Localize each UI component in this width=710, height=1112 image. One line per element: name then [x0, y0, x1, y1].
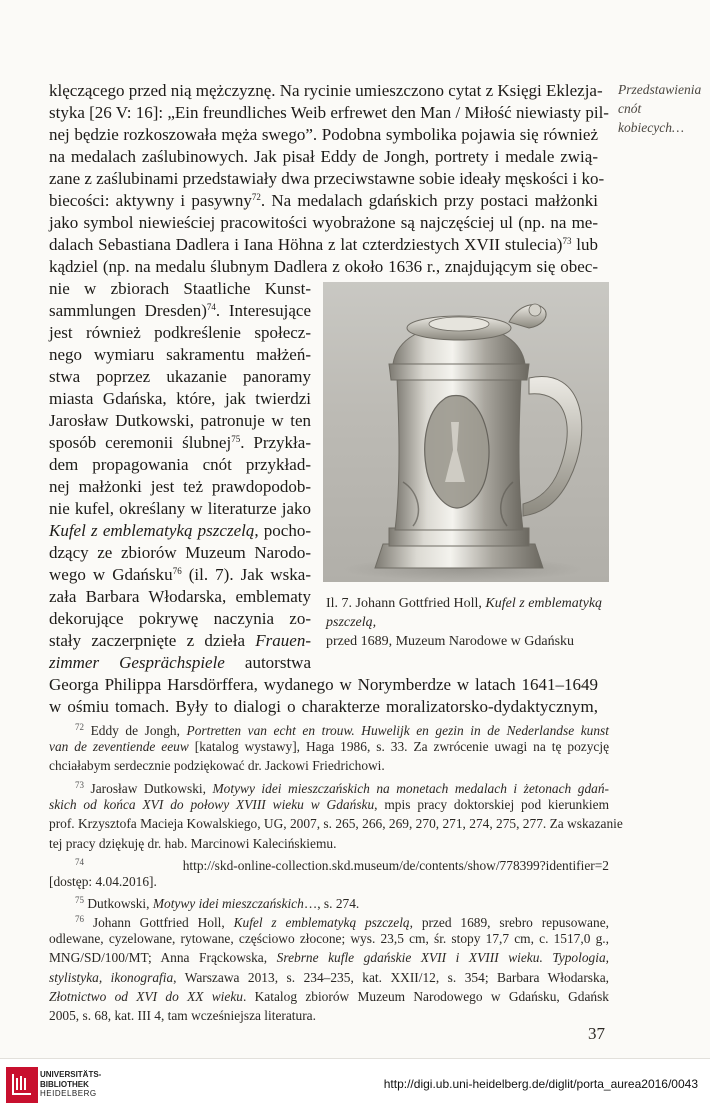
body-line [49, 190, 598, 212]
marginal-line: Przedstawienia [618, 82, 702, 97]
body-line [49, 234, 598, 256]
body-line: nej małżonki jest też prawdopodob- [49, 477, 311, 496]
text-span: biecości: aktywny i pasywny [49, 191, 252, 210]
body-line: zała Barbara Włodarska, emblematy [49, 587, 311, 606]
footnote-line [49, 718, 609, 737]
footnote-line: odlewane, cyzelowane, rytowane, częściowo złocone; wys. 23,5 cm, śr. stopy 17,7 cm, c. 1517,0 g., [49, 931, 609, 947]
footnote-line [49, 776, 609, 795]
italic-title: Kufel z emblematyką pszczelą [49, 521, 255, 540]
footnote-line: prof. Krzysztofa Macieja Kowalskiego, UG, 2007, s. 265, 266, 269, 270, 271, 274, 275, 277. Za wskazanie [49, 816, 623, 832]
footnote-line: chciałabym serdecznie podziękować dr. Jackowi Friedrichowi. [49, 758, 385, 774]
university-library-logo[interactable] [6, 1067, 38, 1103]
italic-title: zimmer Gesprächspiele [49, 653, 225, 672]
footnote-ref[interactable]: 75 [231, 434, 241, 444]
body-line: jest również podkreślenie społecz- [49, 323, 311, 342]
viewer-footer [0, 1058, 710, 1112]
text-span: stały zaczerpnięte z dzieła [49, 631, 256, 650]
text-span: (il. 7). Jak wska- [181, 565, 311, 584]
footnote-73 [49, 776, 623, 853]
library-line: BIBLIOTHEK [40, 1079, 89, 1089]
footnote-line: [dostęp: 4.04.2016]. [49, 874, 157, 890]
body-line: dekorujące pokrywę naczynia zo- [49, 609, 311, 628]
text-span: MNG/SD/100/MT; Anna Frąckowska, [49, 950, 277, 966]
body-line: zane z zaślubinami przedstawiały dwa przeciwstawne sobie ideały męskości i ko- [49, 169, 605, 188]
text-span: , Warszawa 2013, s. 234–235, kat. XXII/12, s. 354; Barbara Włodarska, [173, 969, 609, 985]
body-line: miasta Gdańska, które, jak twierdzi [49, 389, 311, 408]
text-span: . Interesujące [215, 301, 311, 320]
body-line [49, 652, 311, 674]
text-span: . Katalog zbiorów Muzeum Narodowego w Gdańsku, Gdańsk [242, 988, 609, 1004]
text-span: . Przykła- [240, 433, 311, 452]
body-line: Georga Philippa Harsdörffera, wydanego w Norymberdze w latach 1641–1649 [49, 675, 598, 694]
footnote-line: 2005, s. 68, kat. III 4, tam wcześniejsza literatura. [49, 1007, 316, 1023]
tankard-photo [323, 282, 609, 582]
body-line: nej będzie rozkoszowała męża swego”. Podobna symbolika pojawia się również [49, 125, 598, 144]
marginal-note [618, 80, 708, 137]
body-line: nie kufel, określany w literaturze jako [49, 499, 311, 518]
body-line [49, 432, 311, 454]
body-line [49, 300, 311, 322]
footnote-line [49, 948, 609, 967]
footnote-line [49, 987, 609, 1006]
footnote-line [49, 891, 609, 910]
text-span: Dutkowski, [87, 896, 153, 911]
marginal-line: cnót [618, 101, 642, 116]
text-span: Eddy de Jongh, [90, 723, 187, 738]
body-line: styka [26 V: 16]: „Ein freundliches Weib erfrewet den Man / Miłość niewiasty pil- [49, 103, 609, 122]
text-span: , pocho- [254, 521, 311, 540]
italic-title: Frauen- [255, 631, 311, 650]
permalink-url[interactable]: http://digi.ub.uni-heidelberg.de/diglit/porta_aurea2016/0043 [383, 1077, 698, 1091]
footnote-75 [49, 891, 609, 910]
text-span: sposób ceremonii ślubnej [49, 433, 232, 452]
text-span: autorstwa [224, 653, 311, 672]
text-span: dalach Sebastiana Dadlera i Iana Höhna z lat czterdziestych XVII stulecia) [49, 235, 563, 254]
italic-title: Motywy idei mieszczańskich na monetach medalach i żetonach gdań- [212, 781, 609, 796]
italic-title: Kufel z emblematyką pszczelą [233, 915, 410, 930]
text-span: sammlungen Dresden) [49, 301, 207, 320]
body-line: kądziel (np. na medalu ślubnym Dadlera z około 1636 r., znajdującym się obec- [49, 257, 598, 276]
footnote-ref[interactable]: 73 [562, 236, 572, 246]
body-line [49, 630, 311, 652]
footnote-74 [49, 853, 609, 891]
footnote-line [49, 737, 609, 756]
footnote-number: 76 [75, 914, 84, 924]
footnote-link[interactable]: http://skd-online-collection.skd.museum/de/contents/show/778399?identifier=2 [182, 858, 609, 873]
marginal-line: kobiecych… [618, 120, 684, 135]
footnote-number: 72 [75, 722, 84, 732]
body-line [49, 564, 311, 586]
footnote-line [49, 910, 609, 929]
footnote-line [49, 968, 609, 987]
italic-title: van de zeventiende eeuw [49, 739, 189, 755]
text-span: [katalog wystawy], Haga 1986, s. 33. Za zwrócenie uwagi na tę pozycję [188, 739, 610, 755]
body-line [49, 520, 311, 542]
footnote-72 [49, 718, 609, 776]
italic-title: Motywy idei mieszczańskich [152, 896, 304, 911]
caption-rest: przed 1689, Muzeum Narodowe w Gdańsku [326, 634, 575, 649]
body-line: na medalach zaślubinowych. Jak pisał Eddy de Jongh, portrety i medale zwią- [49, 147, 598, 166]
footnote-line [49, 853, 609, 872]
text-span: wego w Gdańsku [49, 565, 173, 584]
footnote-number: 73 [75, 780, 84, 790]
library-line: HEIDELBERG [40, 1089, 97, 1098]
text-span: lub [571, 235, 598, 254]
footnote-ref[interactable]: 74 [206, 302, 216, 312]
body-line: w ośmiu tomach. Były to dialogi o charakterze moralizatorsko-dydaktycznym, [49, 697, 598, 716]
italic-title: Srebrne kufle gdańskie XVII i XVIII wieku. Typologia, [276, 950, 609, 966]
library-name [40, 1070, 101, 1099]
italic-title: Portretten van echt en trouw. Huwelijk en gezin in de Nederlandse kunst [186, 723, 609, 738]
text-span: Jarosław Dutkowski, [90, 781, 213, 796]
footnote-ref[interactable]: 72 [251, 192, 261, 202]
text-span: , mpis pracy doktorskiej pod kierunkiem [374, 797, 610, 813]
page-number: 37 [588, 1024, 605, 1043]
body-line: dzący ze zbiorów Muzeum Narodo- [49, 543, 311, 562]
footnote-line [49, 795, 609, 814]
library-line: UNIVERSITÄTS- [40, 1070, 102, 1079]
text-span: . Na medalach gdańskich przy postaci małżonki [260, 191, 598, 210]
tankard-illustration [323, 282, 609, 582]
caption-title: Kufel z emblematyką pszczelą, [326, 596, 603, 630]
body-line: Jarosław Dutkowski, patronuje w ten [49, 411, 311, 430]
text-span: Johann Gottfried Holl, [92, 915, 234, 930]
body-line: klęczącego przed nią mężczyznę. Na rycinie umieszczono cytat z Księgi Eklezja- [49, 81, 603, 100]
text-span: …, s. 274. [303, 896, 360, 911]
body-line: jako symbol niewieściej pracowitości wyobrażone są najczęściej ul (np. na me- [49, 213, 598, 232]
body-line: dem propagowania cnót przykład- [49, 455, 311, 474]
body-line: nie w zbiorach Staatliche Kunst- [49, 279, 311, 298]
italic-title: Złotnictwo od XVI do XX wieku [49, 988, 243, 1004]
figure-caption [326, 594, 616, 651]
text-span: , przed 1689, srebro repusowane, [409, 915, 609, 930]
footnote-number: 75 [75, 895, 84, 905]
footnote-number: 74 [75, 857, 84, 867]
italic-title: stylistyka, ikonografia [49, 969, 174, 985]
caption-prefix: Il. 7. Johann Gottfried Holl, [326, 596, 486, 611]
body-line: nego wymiaru sakramentu małżeń- [49, 345, 311, 364]
italic-title: skich od końca XVI do połowy XVIII wieku w Gdańsku [49, 797, 375, 813]
footnote-76 [49, 910, 609, 1025]
body-line: stwa poprzez ukazanie panoramy [49, 367, 311, 386]
footnote-ref[interactable]: 76 [172, 566, 182, 576]
footnote-line: tej pracy dziękuję dr. hab. Marcinowi Kalecińskiemu. [49, 835, 337, 851]
